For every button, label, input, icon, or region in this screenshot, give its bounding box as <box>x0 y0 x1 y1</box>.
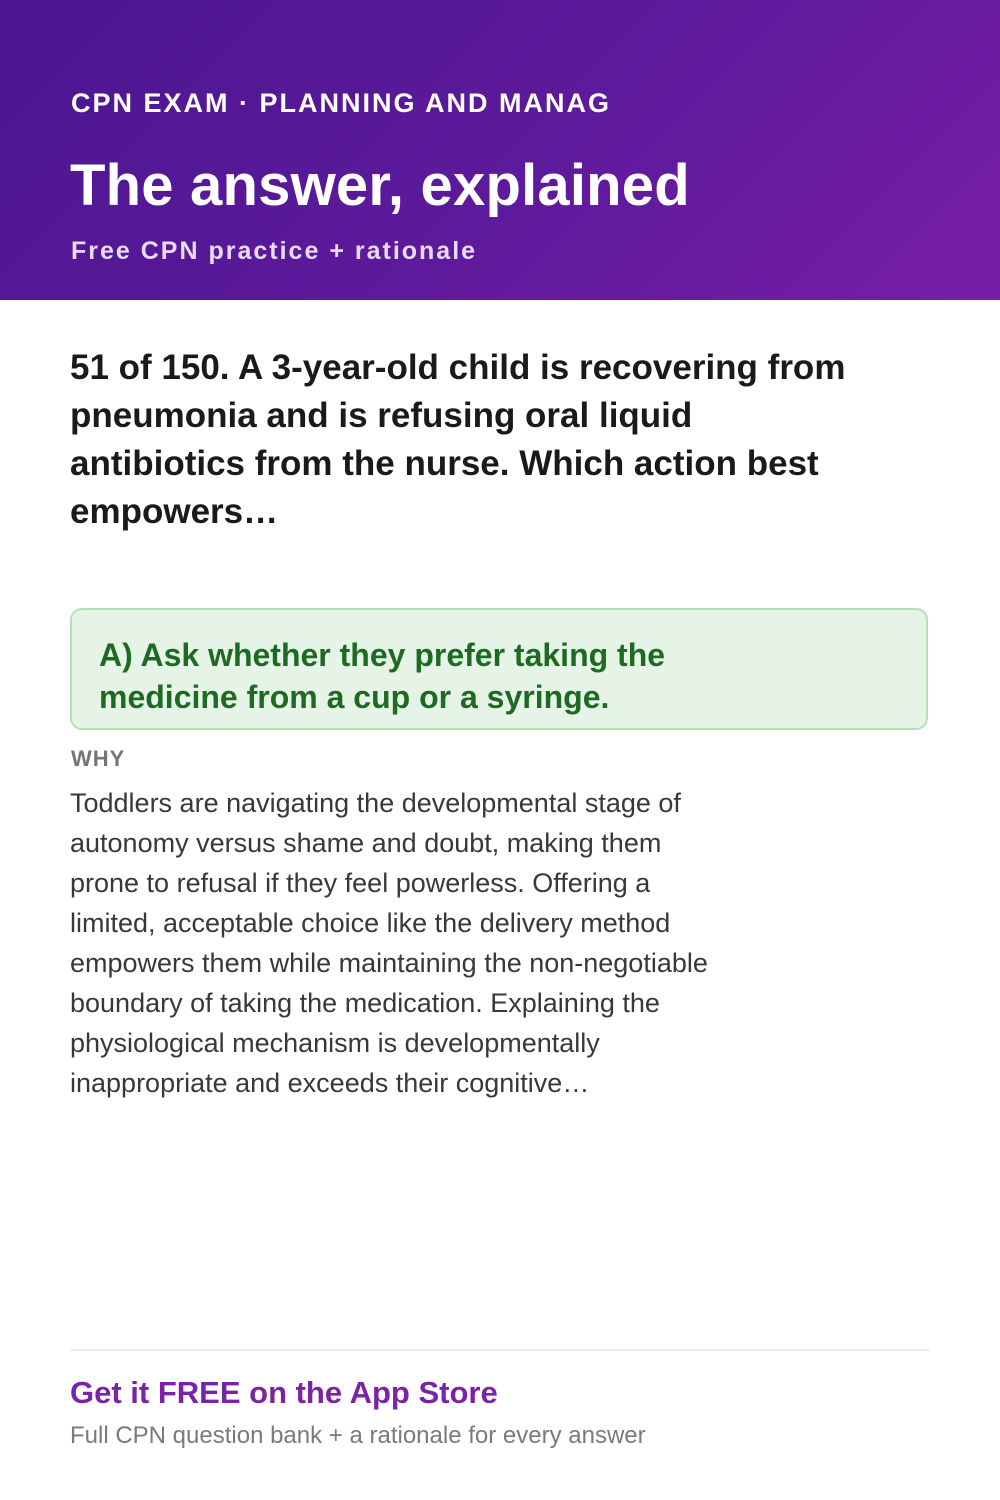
correct-answer-text: A) Ask whether they prefer taking the medicine from a cup or a syringe. <box>99 637 666 715</box>
rationale-text: Toddlers are navigating the developmental stage of autonomy versus shame and doubt, making them prone to refusal if they feel powerless. Offering a limited, acceptable choice like the delivery method empowers them while maintaining the non-negotiable boundary of taking the medication. Explaining the physiological mechanism is developmentally inappropriate and exceeds their cognitive… <box>70 788 708 1098</box>
app-store-link[interactable]: Get it FREE on the App Store <box>70 1375 498 1410</box>
cta-subtitle: Full CPN question bank + a rationale for every answer <box>70 1422 646 1449</box>
page-subtitle: Free CPN practice + rationale <box>71 237 478 265</box>
page-title: The answer, explained <box>70 153 690 218</box>
correct-answer-box <box>70 608 928 730</box>
footer-divider <box>70 1349 930 1351</box>
rationale-label: WHY <box>71 746 126 771</box>
question-text: 51 of 150. A 3-year-old child is recovering from pneumonia and is refusing oral liquid antibiotics from the nurse. Which action best empowers… <box>70 348 846 531</box>
header-banner <box>0 0 1000 300</box>
exam-category-label: CPN EXAM · PLANNING AND MANAG <box>71 88 611 118</box>
